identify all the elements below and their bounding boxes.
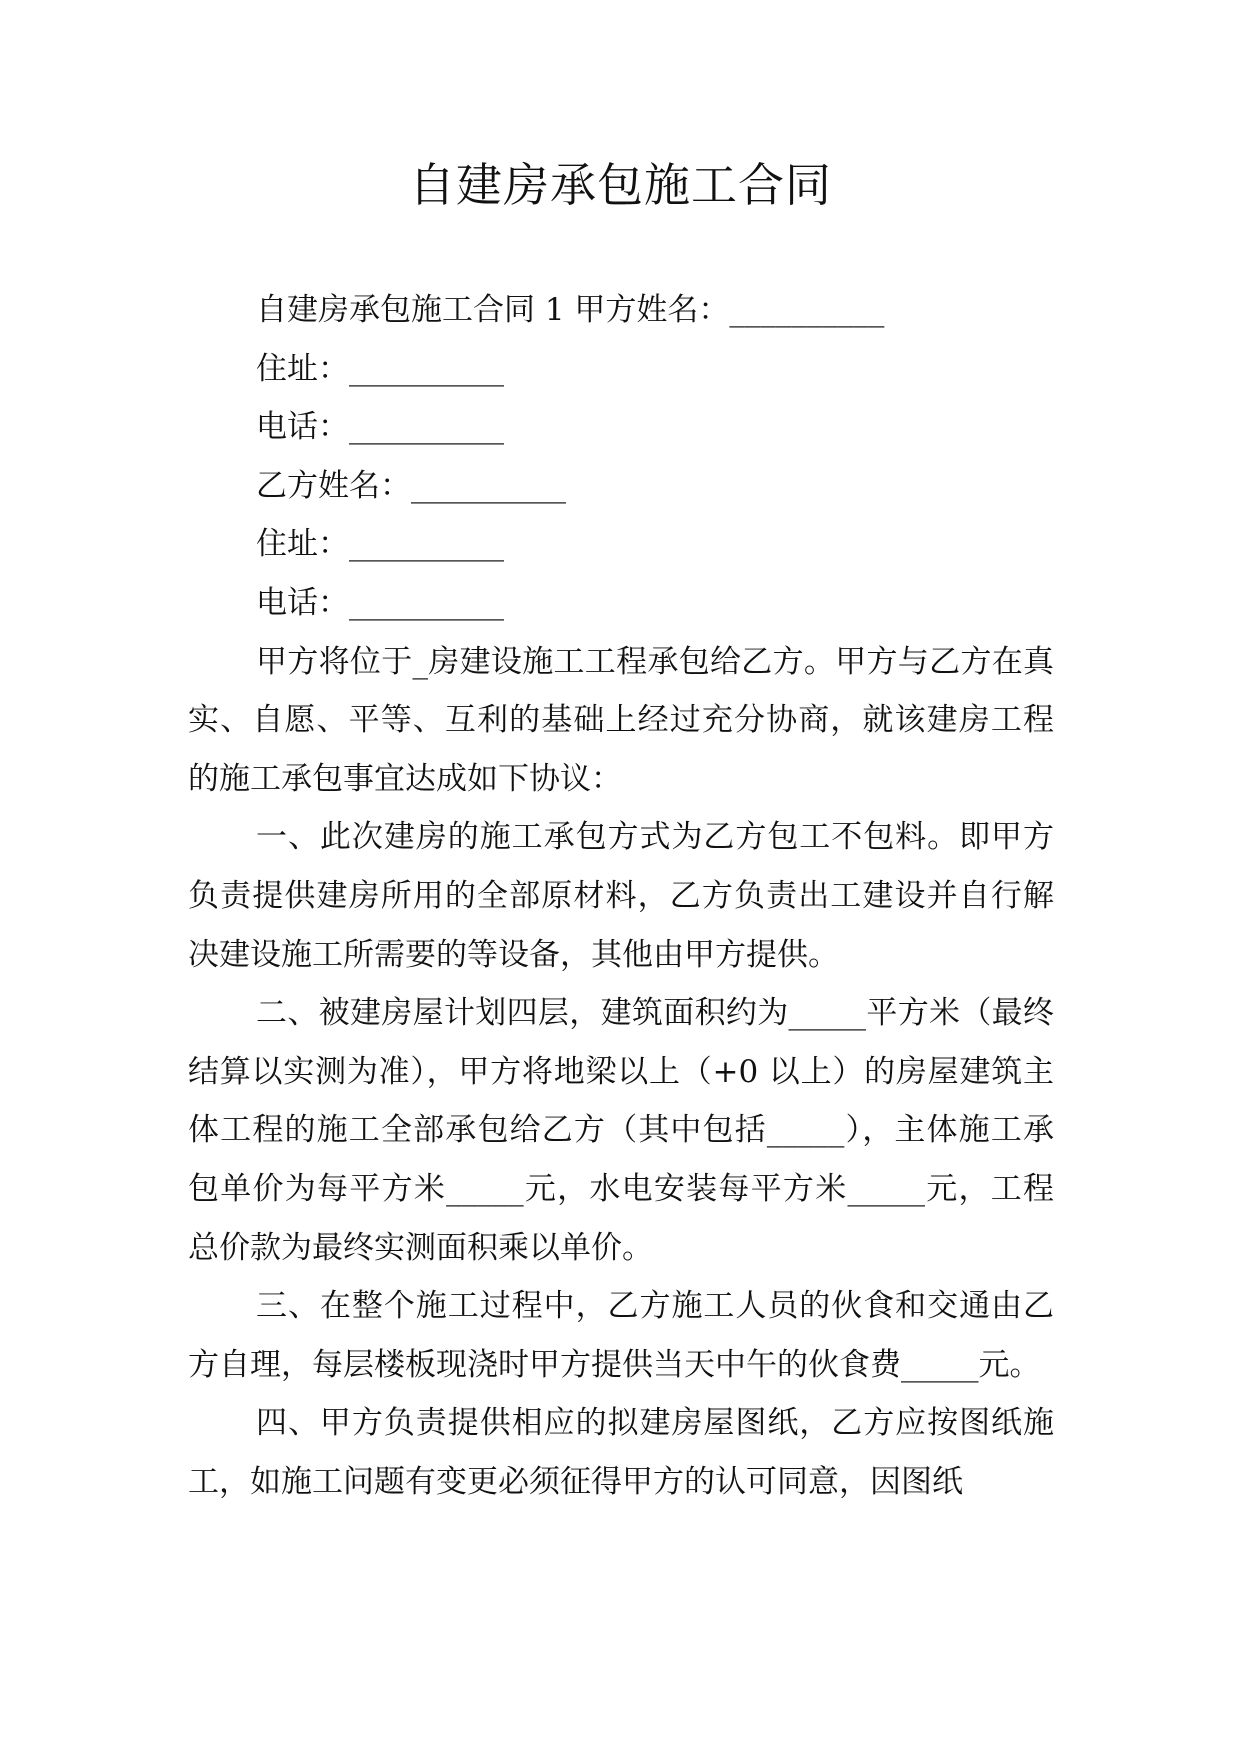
party-b-address-line: 住址：__________ [256,526,504,563]
document-body [188,281,1054,1511]
clause-1-paragraph: 一、此次建房的施工承包方式为乙方包工不包料。即甲方负责提供建房所用的全部原材料，乙方负责出工建设并自行解决建设施工所需要的等设备，其他由甲方提供。 [188,819,1054,973]
clause-4-paragraph: 四、甲方负责提供相应的拟建房屋图纸，乙方应按图纸施工，如施工问题有变更必须征得甲方的认可同意，因图纸 [188,1405,1054,1500]
preamble-paragraph: 甲方将位于_房建设施工工程承包给乙方。甲方与乙方在真实、自愿、平等、互利的基础上经过充分协商，就该建房工程的施工承包事宜达成如下协议： [188,643,1054,797]
party-b-name-line: 乙方姓名：__________ [256,467,566,504]
party-a-phone-line: 电话：__________ [256,409,504,446]
party-a-address-line: 住址：__________ [256,350,504,387]
document-title: 自建房承包施工合同 [409,158,832,212]
party-b-phone-line: 电话：__________ [256,584,504,621]
clause-3-paragraph: 三、在整个施工过程中，乙方施工人员的伙食和交通由乙方自理，每层楼板现浇时甲方提供当天中午的伙食费_____元。 [188,1288,1054,1383]
clause-2-paragraph: 二、被建房屋计划四层，建筑面积约为_____平方米（最终结算以实测为准），甲方将地梁以上（+0 以上）的房屋建筑主体工程的施工全部承包给乙方（其中包括_____），主体施工承包单价为每平方米_____元，水电安装每平方米_____元，工程总价款为最终实测面积乘以单价。 [188,995,1054,1266]
party-a-name-line: 自建房承包施工合同 1 甲方姓名：__________ [256,292,885,328]
